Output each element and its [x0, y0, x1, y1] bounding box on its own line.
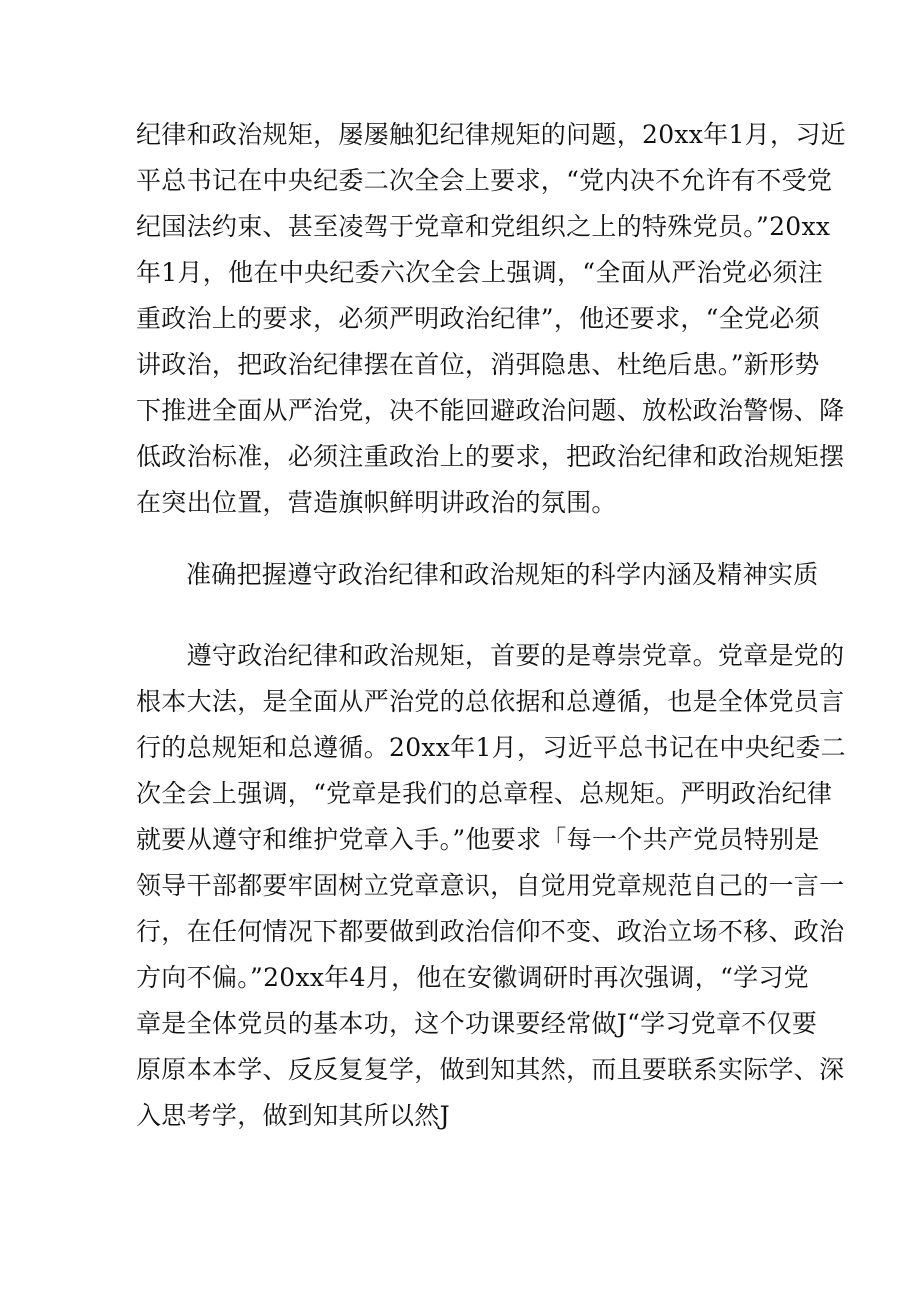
paragraph-line: 入思考学，做到知其所以然J [136, 1101, 450, 1130]
paragraph-line: 遵守政治纪律和政治规矩，首要的是尊崇党章。党章是党的 [136, 641, 845, 670]
paragraph-line: 纪律和政治规矩，屡屡触犯纪律规矩的问题，20xx年1月，习近 [136, 120, 846, 149]
paragraph-line: 在突出位置，营造旗帜鲜明讲政治的氛围。 [136, 488, 617, 517]
section-heading: 准确把握遵守政治纪律和政治规矩的科学内涵及精神实质 [186, 560, 819, 589]
paragraph-line: 纪国法约束、甚至凌驾于党章和党组织之上的特殊党员。”20xx [136, 212, 831, 241]
paragraph-line: 就要从遵守和维护党章入手。”他要求「每一个共产党员特别是 [136, 825, 820, 854]
paragraph-line: 根本大法，是全面从严治党的总依据和总遵循，也是全体党员言 [136, 687, 845, 716]
paragraph-line: 讲政治，把政治纪律摆在首位，消弭隐患、杜绝后患。”新形势 [136, 350, 820, 379]
paragraph-line: 低政治标准，必须注重政治上的要求，把政治纪律和政治规矩摆 [136, 442, 845, 471]
paragraph-line: 行的总规矩和总遵循。20xx年1月，习近平总书记在中央纪委二 [136, 733, 846, 762]
paragraph-2 [136, 633, 846, 1139]
paragraph-line: 方向不偏。”20xx年4月，他在安徽调研时再次强调，“学习党 [136, 963, 809, 992]
paragraph-line: 行，在任何情况下都要做到政治信仰不变、政治立场不移、政治 [136, 917, 845, 946]
paragraph-line: 下推进全面从严治党，决不能回避政治问题、放松政治警惕、降 [136, 396, 845, 425]
paragraph-line: 领导干部都要牢固树立党章意识，自觉用党章规范自己的一言一 [136, 871, 845, 900]
paragraph-line: 年1月，他在中央纪委六次全会上强调，“全面从严治党必须注 [136, 258, 824, 287]
paragraph-line: 重政治上的要求，必须严明政治纪律”，他还要求，“全党必须 [136, 304, 820, 333]
paragraph-line: 次全会上强调，“党章是我们的总章程、总规矩。严明政治纪律 [136, 779, 833, 808]
paragraph-line: 平总书记在中央纪委二次全会上要求，“党内决不允许有不受党 [136, 166, 833, 195]
paragraph-line: 原原本本学、反反复复学，做到知其然，而且要联系实际学、深 [136, 1055, 845, 1084]
paragraph-1 [136, 112, 846, 526]
paragraph-line: 章是全体党员的基本功，这个功课要经常做J“学习党章不仅要 [136, 1009, 818, 1038]
